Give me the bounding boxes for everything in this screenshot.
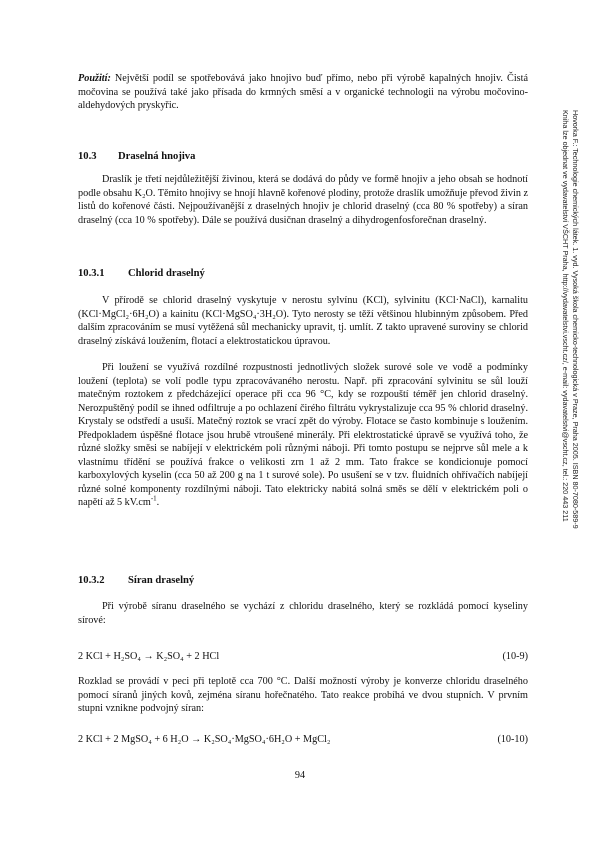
intro-paragraph [78,72,528,113]
section-number: 10.3.1 [78,268,105,279]
equation-text: 2 KCl + H₂SO₄ → K₂SO₄ + 2 HCl [78,651,220,662]
section-title: Chlorid draselný [128,268,205,279]
equation-number: (10-10) [497,734,528,745]
section-number: 10.3.2 [78,575,105,586]
section-number: 10.3 [78,151,97,162]
paragraph-10-3-1: Draslík je třetí nejdůležitější živinou, která se dodává do půdy ve formě hnojiv a jeho obsah se hodnotí podle obsahu K₂O. Těmito hnojivy se hnojí hlavně kořenové plodiny, protože draslík umožňuje převod živin z listů do kořenové části. Nejpoužívanější z draselných hnojiv je chlorid draselný (cca 80 % spotřeby) a síran draselný (cca 10 % spotřeby). Dále se používá dusičnan draselný a dihydrogenfosforečnan draselný. [78,174,529,226]
paragraph-10-3-2-b: Rozklad se provádí v peci při teplotě cca 700 °C. Další možností výroby je konverze chloridu draselného pomocí síranů jiných kovů, zejména síranu hořečnatého. Tato reakce probíhá ve dvou stupních. V prvním stupni vznikne podvojný síran: [78,676,528,714]
page-number: 94 [294,770,306,781]
side-citation [540,110,580,740]
equation-text: 2 KCl + 2 MgSO₄ + 6 H₂O → K₂SO₄·MgSO₄·6H₂O + MgCl₂ [78,734,331,745]
section-title: Síran draselný [128,575,195,586]
citation-line-1: Hovorka F.: Technologie chemických látek. 1. vyd. Vysoká škola chemicko-technologická v Praze, Praha 2005. ISBN 80-7080-589-9 [571,110,580,529]
section-title: Draselná hnojiva [118,151,196,162]
citation-line-2: Kniha lze objednat ve vydavatelství VŠCHT Praha, http://vydavatelstvi.vscht.cz/, e-mail: vydavatelstvi@vscht.cz, tel.: 220 443 211 [561,110,571,522]
superscript: -1 [150,494,157,503]
section-heading-10-3-2 [78,575,194,586]
paragraph-end: . [156,497,160,508]
equation-10-10 [78,733,528,746]
paragraph-10-3-1-b [78,361,528,510]
paragraph-10-3-1-a: V přírodě se chlorid draselný vyskytuje v nerostu sylvínu (KCl), sylvinitu (KCl·NaCl), karnalitu (KCl·MgCl₂·6H₂O) a kainitu (KCl·MgSO₄·3H₂O). Tyto nerosty se těží většinou hlubinným způsobem. Před dalším zpracováním se musí vytěžená sůl mechanicky upravit, tj. umlít. Z takto upravené suroviny se chlorid draselný získává loužením, flotací a elektrostatickou úpravou. [78,295,528,347]
intro-text: Největší podíl se spotřebovává jako hnojivo buď přímo, nebo při výrobě kapalných hnojiv. Čistá močovina se používá také jako přísada do krmných směsí a v organické technologii na výrobu močovino-aldehydových pryskyřic. [78,73,528,111]
equation-10-9 [78,650,528,663]
paragraph-text: Při loužení se využívá rozdílné rozpustnosti jednotlivých složek surové sole ve vodě a podmínky loužení (teplota) se volí podle typu zpracovávaného nerostu. Např. při zpracování sylvinitu se sůl louží matečným roztokem z předcházející operace při cca 96 °C, kdy se rozpouští téměř jen chlorid draselný. Nerozpuštěný podíl se ihned odfiltruje a po ochlazení čirého filtrátu vykrystalizuje cca 95 % chlorid draselný. Krystaly se odstředí a usuší. Matečný roztok se vrací zpět do výroby. Flotace se často kombinuje s loužením. Předpokladem úspěšné flotace jsou hrubě vtroušené minerály. Při elektrostatické úpravě se využívá toho, že různé složky směsi se nabíjejí v elektrickém poli různými náboji. Při tomto postupu se nejprve sůl mele a k vlastnímu třídění se používá frakce o velikosti zrn 1 až 2 mm. Tato frakce se kondicionuje pomocí karboxylových kyselin (cca 50 až 200 g na 1 t surové sole). Po usušení se v tzv. fluidních ohřívačích nabíjejí různé solné komponenty rozdílnými náboji. Tato elektricky nabitá solná směs se dělí v elektrickém poli o napětí až 5 kV.cm [78,362,528,508]
paragraph-10-3-2-a: Při výrobě síranu draselného se vychází z chloridu draselného, který se rozkládá pomocí kyseliny sírové: [78,601,528,626]
intro-label: Použití: [78,73,111,84]
section-heading-10-3-1 [78,268,205,279]
section-heading-10-3 [78,151,195,162]
equation-number: (10-9) [502,651,528,662]
